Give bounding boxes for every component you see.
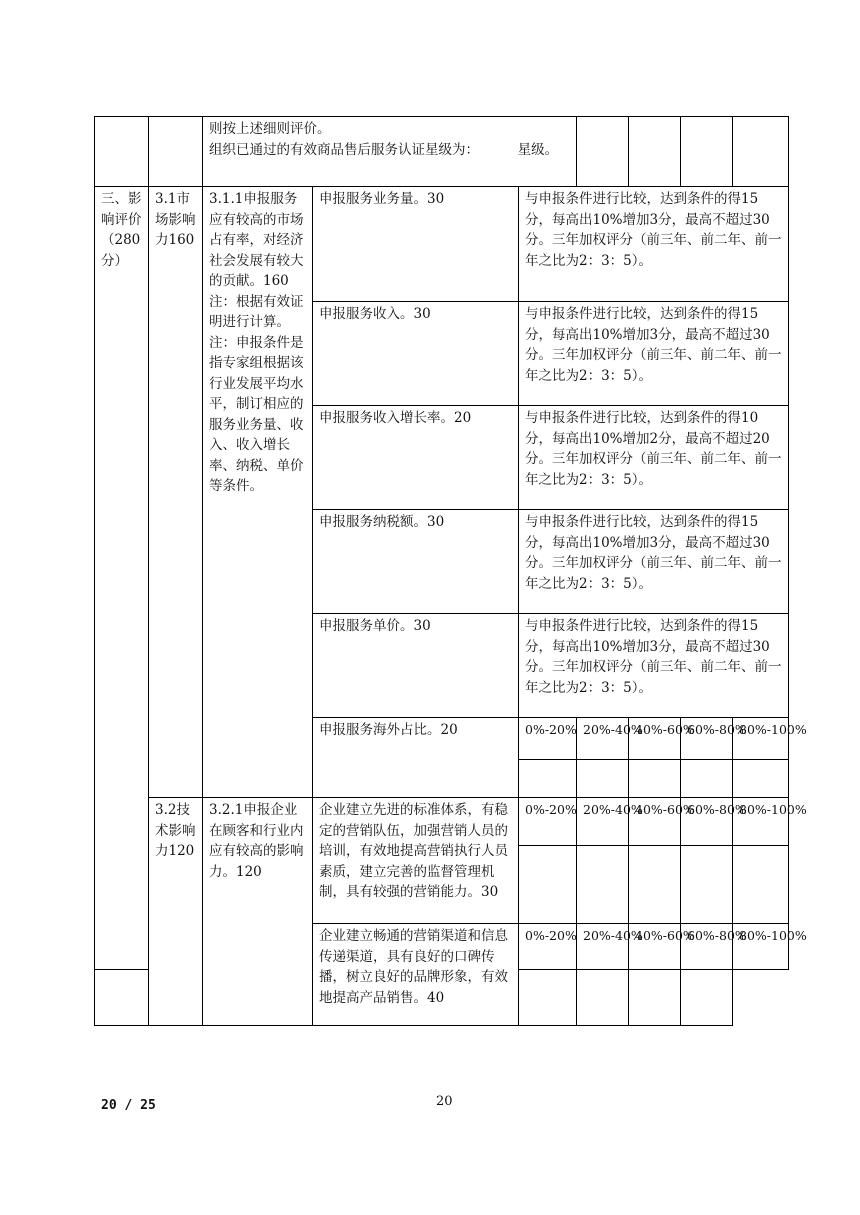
item-cell: 企业建立先进的标准体系，有稳定的营销队伍，加强营销人员的培训，有效地提高营销执行人员素质，建立完善的监督管理机制，具有较强的营销能力。30 [313,798,519,924]
score-cell [95,970,149,1026]
range-row [95,798,789,846]
range-cell: 20%-40% [577,798,629,846]
range-cell: 20%-40% [577,718,629,760]
rule-cell: 与申报条件进行比较，达到条件的得15分，每高出10%增加3分，最高不超过30分。三年加权评分（前三年、前二年、前一年之比为2：3：5）。 [519,187,789,302]
evaluation-table [94,116,807,1026]
score-cell [519,970,577,1026]
range-cell: 80%-100% [733,924,789,970]
continuation-line-1: 则按上述细则评价。 [209,121,331,137]
range-cell: 20%-40% [577,924,629,970]
score-cell [629,970,681,1026]
empty-cell [629,117,681,187]
market-influence-label: 3.1市场影响力160 [149,187,203,798]
range-cell: 0%-20% [519,924,577,970]
score-cell [681,760,733,798]
item-cell: 申报服务纳税额。30 [313,510,519,614]
page-number: 20 [436,1094,453,1109]
range-cell: 60%-80% [681,718,733,760]
range-cell: 40%-60% [629,798,681,846]
page-counter: 20 / 25 [101,1098,156,1113]
item-cell: 申报服务业务量。30 [313,187,519,302]
score-cell [629,846,681,924]
score-cell [681,846,733,924]
section-label: 三、影响评价（280分） [95,187,149,970]
score-cell [519,846,577,924]
continuation-line-2: 组织已通过的有效商品售后服务认证星级为： 星级。 [209,141,559,158]
table-row [95,187,789,302]
score-cell [681,970,733,1026]
item-cell: 申报服务收入增长率。20 [313,406,519,510]
item-cell: 企业建立畅通的营销渠道和信息传递渠道，具有良好的口碑传播，树立良好的品牌形象，有效地提高产品销售。40 [313,924,519,1026]
score-cell [577,760,629,798]
tech-criteria: 3.2.1申报企业在顾客和行业内应有较高的影响力。120 [203,798,313,1026]
empty-cell [733,117,789,187]
score-cell [733,846,789,924]
range-cell: 0%-20% [519,718,577,760]
empty-cell [95,117,149,187]
score-cell [577,846,629,924]
score-cell [577,970,629,1026]
item-cell: 申报服务单价。30 [313,614,519,718]
range-cell: 60%-80% [681,924,733,970]
range-cell: 80%-100% [733,798,789,846]
continuation-text [203,117,577,187]
empty-cell [681,117,733,187]
market-criteria: 3.1.1申报服务应有较高的市场占有率，对经济社会发展有较大的贡献。160 注：根据有效证明进行计算。注：申报条件是指专家组根据该行业发展平均水平，制订相应的服务业务量、收入、收入增长率、纳税、单价等条件。 [203,187,313,798]
item-cell: 申报服务海外占比。20 [313,718,519,798]
tech-influence-label: 3.2技术影响力120 [149,798,203,1026]
continuation-row [95,117,789,187]
rule-cell: 与申报条件进行比较，达到条件的得15分，每高出10%增加3分，最高不超过30分。三年加权评分（前三年、前二年、前一年之比为2：3：5）。 [519,614,789,718]
rule-cell: 与申报条件进行比较，达到条件的得15分，每高出10%增加3分，最高不超过30分。三年加权评分（前三年、前二年、前一年之比为2：3：5）。 [519,510,789,614]
range-cell: 40%-60% [629,924,681,970]
empty-cell [149,117,203,187]
score-cell [519,760,577,798]
rule-cell: 与申报条件进行比较，达到条件的得10分，每高出10%增加2分，最高不超过20分。三年加权评分（前三年、前二年、前一年之比为2：3：5）。 [519,406,789,510]
empty-cell [577,117,629,187]
score-cell [629,760,681,798]
score-cell [733,760,789,798]
range-cell: 0%-20% [519,798,577,846]
item-cell: 申报服务收入。30 [313,302,519,406]
range-cell: 60%-80% [681,798,733,846]
range-cell: 40%-60% [629,718,681,760]
rule-cell: 与申报条件进行比较，达到条件的得15分，每高出10%增加3分，最高不超过30分。三年加权评分（前三年、前二年、前一年之比为2：3：5）。 [519,302,789,406]
range-cell: 80%-100% [733,718,789,760]
